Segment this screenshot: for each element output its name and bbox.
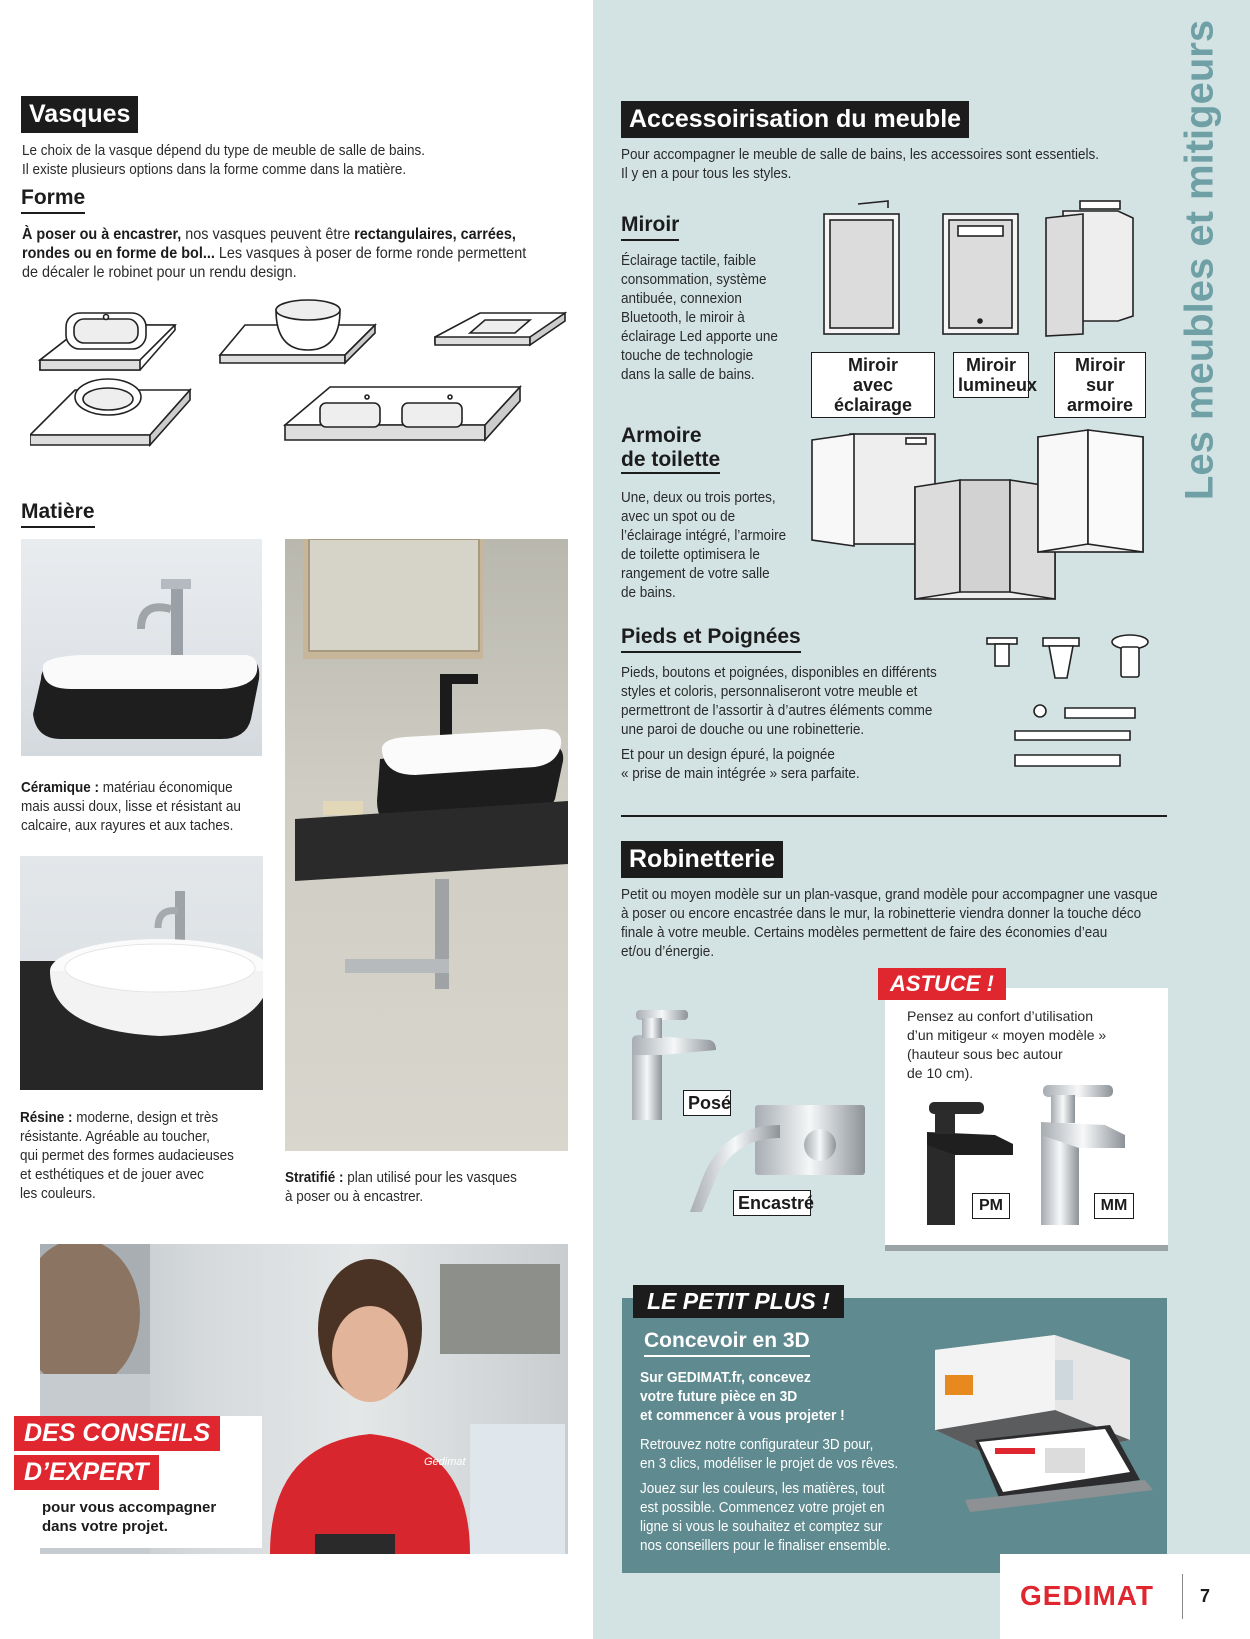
pieds-title: Pieds et Poignées bbox=[621, 625, 801, 653]
armoires-illustration bbox=[810, 422, 1145, 602]
vasque-shapes-illustration bbox=[30, 295, 570, 480]
label-encastre: Encastré bbox=[733, 1190, 811, 1216]
vertical-section-title: Les meubles et mitigeurs bbox=[1177, 19, 1222, 501]
miroir-title: Miroir bbox=[621, 213, 679, 241]
petit-plus-tag: LE PETIT PLUS ! bbox=[633, 1285, 844, 1318]
resine-text: Résine : moderne, design et très résistante. Agréable au toucher, qui permet des formes audacieuses et esthétiques et de jouer avec les couleurs. bbox=[20, 1109, 234, 1202]
gedimat-logo: GEDIMAT bbox=[1020, 1580, 1155, 1611]
configurateur-3d-illustration bbox=[915, 1330, 1155, 1520]
pieds-poignees-illustration bbox=[985, 633, 1150, 783]
astuce-text: Pensez au confort d’utilisation d’un mitigeur « moyen modèle » (hauteur sous bec autour de 10 cm). bbox=[907, 1008, 1107, 1081]
label-miroir-armoire: Miroir sur armoire bbox=[1054, 352, 1146, 418]
robinets-illustration bbox=[620, 1000, 870, 1220]
label-miroir-lumineux: Miroir lumineux bbox=[953, 352, 1029, 398]
miroir-text: Éclairage tactile, faible consommation, système antibuée, connexion Bluetooth, le miroir à éclairage Led apporte une touche de technologie dans la salle de bains. bbox=[621, 252, 778, 383]
label-mm: MM bbox=[1094, 1193, 1134, 1219]
conseils-tag-1: DES CONSEILS bbox=[14, 1416, 220, 1451]
label-miroir-eclairage: Miroir avec éclairage bbox=[811, 352, 935, 418]
robinetterie-text: Petit ou moyen modèle sur un plan-vasque, grand modèle pour accompagner une vasque à poser ou encore encastrée dans le mur, la robinetterie viendra donner la touche déco finale à votre meuble. Certains modèles permettent de faire des économies d’eau et/ou d’énergie. bbox=[621, 886, 1158, 960]
page-divider bbox=[1182, 1574, 1183, 1619]
miroirs-illustration bbox=[818, 196, 1138, 346]
accessoirisation-intro: Pour accompagner le meuble de salle de bains, les accessoires sont essentiels. Il y en a pour tous les styles. bbox=[621, 146, 1100, 182]
matiere-title: Matière bbox=[21, 500, 95, 528]
shirt-logo: Gedimat bbox=[424, 1456, 466, 1468]
petit-plus-bold: Sur GEDIMAT.fr, concevez votre future pièce en 3D et commencer à vous projeter ! bbox=[640, 1369, 845, 1424]
stratifie-text: Stratifié : plan utilisé pour les vasques à poser ou à encastrer. bbox=[285, 1169, 517, 1205]
pieds-text: Pieds, boutons et poignées, disponibles en différents styles et coloris, personnaliseront votre meuble et permettront de l’assortir à d’autres éléments comme une paroi de douche ou une robinetterie. Et pour un design épuré, la poignée « prise de main intégrée » sera parfaite. bbox=[621, 664, 937, 782]
resine-photo bbox=[20, 856, 263, 1090]
petit-plus-text: Retrouvez notre configurateur 3D pour, en 3 clics, modéliser le projet de vos rêves. Jouez sur les couleurs, les matières, tout est possible. Commencez votre projet en ligne si vous le souhaitez et comptez sur nos conseillers pour le finaliser ensemble. bbox=[640, 1436, 899, 1554]
armoire-title: Armoire de toilette bbox=[621, 424, 720, 476]
robinetterie-title: Robinetterie bbox=[621, 841, 783, 878]
ceramique-text: Céramique : matériau économique mais aussi doux, lisse et résistant au calcaire, aux rayures et aux taches. bbox=[21, 779, 241, 834]
armoire-text: Une, deux ou trois portes, avec un spot ou de l’éclairage intégré, l’armoire de toilette optimisera le rangement de votre salle de bains. bbox=[621, 489, 787, 601]
stratifie-photo bbox=[285, 539, 568, 1151]
accessoirisation-title: Accessoirisation du meuble bbox=[621, 101, 969, 138]
label-pose: Posé bbox=[683, 1090, 731, 1116]
forme-title: Forme bbox=[21, 186, 85, 214]
ceramique-photo bbox=[21, 539, 262, 756]
astuce-tag: ASTUCE ! bbox=[878, 968, 1006, 1000]
forme-text: À poser ou à encastrer, nos vasques peuvent être rectangulaires, carrées, rondes ou en forme de bol... Les vasques à poser de forme ronde permettent de décaler le robinet pour un rendu design. bbox=[22, 226, 527, 281]
footer-logo-box bbox=[1000, 1554, 1250, 1639]
vasques-title: Vasques bbox=[21, 96, 138, 133]
vasques-intro: Le choix de la vasque dépend du type de meuble de salle de bains. Il existe plusieurs options dans la forme comme dans la matière. bbox=[22, 142, 426, 178]
conseils-sub: pour vous accompagner dans votre projet. bbox=[42, 1499, 217, 1535]
conseils-tag-2: D’EXPERT bbox=[14, 1455, 159, 1490]
petit-plus-title: Concevoir en 3D bbox=[644, 1329, 810, 1357]
label-pm: PM bbox=[972, 1193, 1010, 1219]
section-divider bbox=[621, 815, 1167, 817]
page-number: 7 bbox=[1200, 1586, 1211, 1606]
